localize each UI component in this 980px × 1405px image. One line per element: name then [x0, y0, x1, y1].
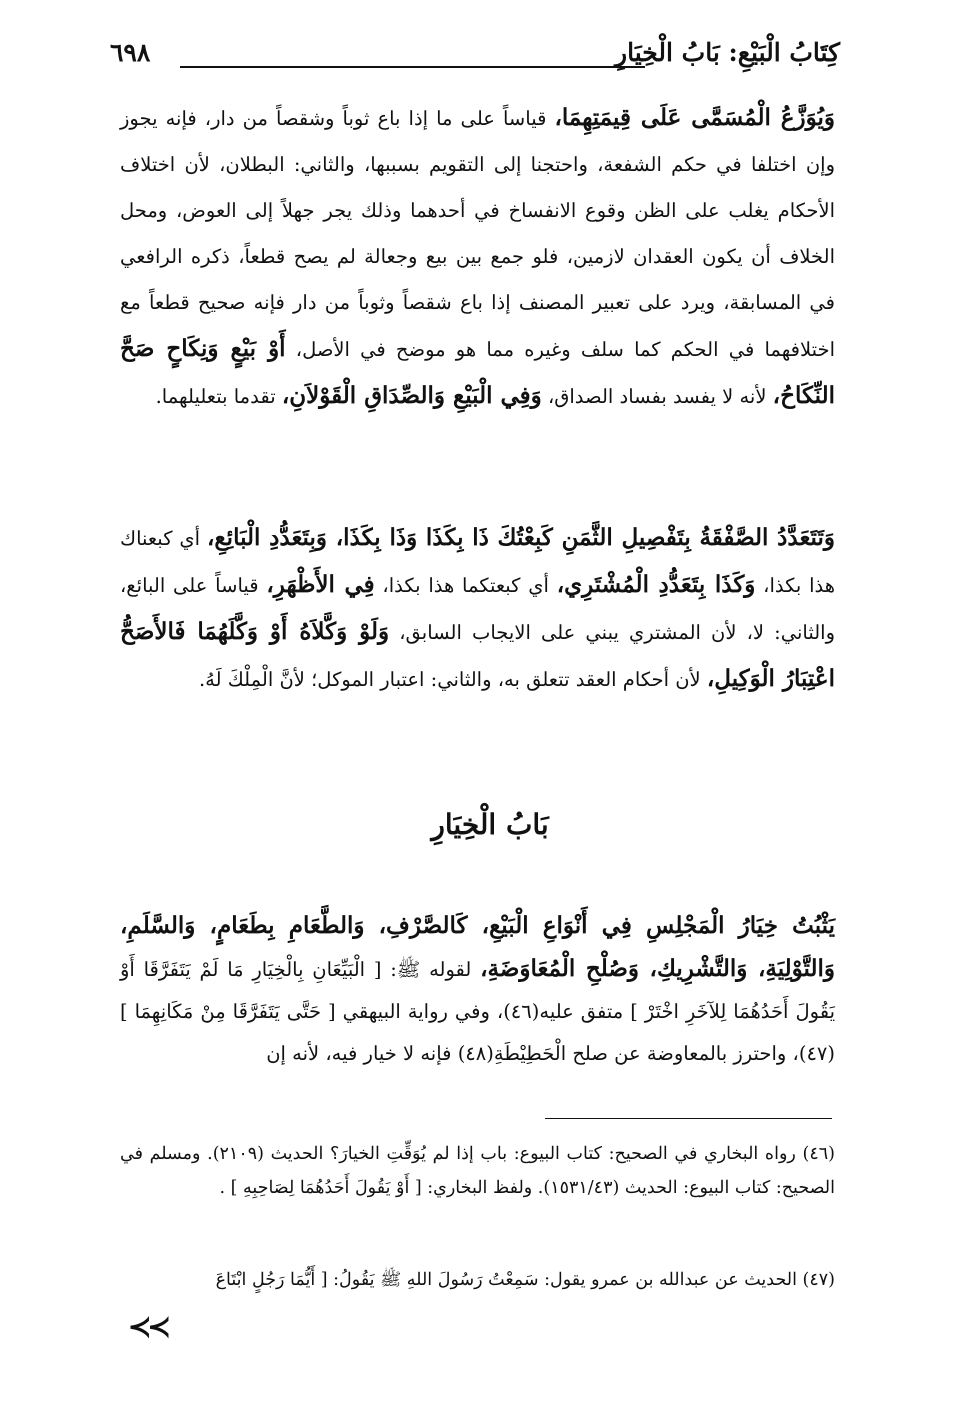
matn-text: وَيُوَزَّعُ الْمُسَمَّى عَلَى قِيمَتِهِمَا،	[554, 104, 835, 131]
footnote-46: (٤٦) رواه البخاري في الصحيح: كتاب البيوع: باب إذا لم يُوَقِّتِ الخيارَ؟ الحديث (٢١٠٩). ومسلم في الصحيح: كتاب البيوع: الحديث (١٥٣١/٤٣). ولفظ البخاري: [ أَوْ يَقُولَ أَحَدُهُمَا لِصَاحِبِهِ ] .	[120, 1144, 835, 1198]
chapter-heading: بَابُ الْخِيَارِ	[431, 808, 549, 841]
footnote-47: (٤٧) الحديث عن عبدالله بن عمرو يقول: سَمِعْتُ رَسُولَ اللهِ ﷺ يَقُولُ: [ أَيُّمَا رَجُلٍ ابْتَاعَ	[215, 1270, 835, 1290]
matn-text: وَفِي الْبَيْعِ وَالصِّدَاقِ الْقَوْلاَنِ،	[281, 382, 542, 409]
sharh-text: ، واحترز بالمعاوضة عن صلح الْحَطِيْطَةِ	[493, 1042, 799, 1065]
sharh-text: ، وفي رواية البيهقي [ حَتَّى يَتَفَرَّقَا مِنْ مَكَانِهِمَا ]	[120, 1000, 504, 1023]
continuation-mark: ≺≺	[128, 1310, 167, 1343]
footnote-separator	[545, 1118, 832, 1119]
matn-text: وَكَذَا بِتَعَدُّدِ الْمُشْتَرِي،	[556, 571, 756, 598]
sharh-text: قياساً على البائع، والثاني: لا، لأن المشتري يبني على الايجاب السابق،	[120, 574, 835, 644]
sharh-text: أي كبعناك هذا بكذا،	[120, 527, 836, 597]
paragraph-1	[120, 95, 835, 420]
matn-text: وَتَتَعَدَّدُ الصَّفْقَةُ بِتَفْصِيلِ الثَّمَنِ كَبِعْتُكَ ذَا بِكَذَا وَذَا بِكَذَا، وَبِتَعَدُّدِ الْبَائِعِ،	[207, 524, 835, 551]
page-number: ٦٩٨	[110, 38, 151, 67]
footnote-ref: (٤٦)	[503, 1000, 540, 1023]
matn-text: أَوْ بَيْعٍ وَنِكَاحٍ صَحَّ النِّكَاحُ،	[120, 335, 835, 409]
sharh-text: قياساً على ما إذا باع ثوباً وشقصاً من دار، فإنه يجوز وإن اختلفا في حكم الشفعة، واحتجنا إلى التقويم بسببها، والثاني: البطلان، لأن اختلاف الأحكام يغلب على الظن وقوع الانفساخ في أحدهما وذلك يجر جهلاً إلى العوض، ومحل الخلاف أن يكون العقدان لازمين، فلو جمع بين بيع وجعالة لم يصح قطعاً، ذكره الرافعي في المسابقة، ويرد على تعبير المصنف إذا باع شقصاً وثوباً من دار فإنه صحيح قطعاً مع اختلافهما في الحكم كما سلف وغيره مما هو موضح في الأصل،	[120, 107, 835, 361]
sharh-text: أي كبعتكما هذا بكذا،	[374, 574, 557, 597]
paragraph-2	[120, 515, 835, 703]
running-header	[110, 38, 840, 72]
matn-text: فِي الأَظْهَرِ،	[266, 571, 375, 598]
footnote-ref: (٤٧)	[798, 1042, 835, 1065]
header-title: كِتَابُ الْبَيْعِ: بَابُ الْخِيَارِ	[615, 38, 840, 67]
sharh-text: لأنه لا يفسد بفساد الصداق،	[541, 385, 773, 408]
matn-text: يَثْبُتُ خِيَارُ الْمَجْلِسِ فِي أَنْوَاعِ الْبَيْعِ، كَالصَّرْفِ، وَالطَّعَامِ بِطَعَامٍ، وَالسَّلَمِ، وَالتَّوْلِيَةِ، وَالتَّشْرِيكِ، وَصُلْحِ الْمُعَاوَضَةِ،	[120, 912, 835, 982]
sharh-text: لأن أحكام العقد تتعلق به، والثاني: اعتبار الموكل؛ لأنَّ الْمِلْكَ لَهُ.	[198, 668, 707, 691]
matn-text: وَلَوْ وَكَّلاَهُ أَوْ وَكَّلَهُمَا فَالأَصَحُّ اعْتِبَارُ الْوَكِيلِ،	[120, 618, 835, 692]
sharh-text: تقدما بتعليلهما.	[155, 385, 282, 408]
sharh-text: فإنه لا خيار فيه، لأنه إن	[266, 1042, 458, 1065]
paragraph-3	[120, 905, 835, 1075]
header-rule	[180, 66, 645, 68]
footnote-ref: (٤٨)	[457, 1042, 494, 1065]
sharh-text: لقوله ﷺ: [ الْبَيِّعَانِ بِالْخِيَارِ مَا لَمْ يَتَفَرَّقَا أَوْ يَقُولَ أَحَدُهُمَا لِلآخَرِ اخْتَرْ ] متفق عليه	[120, 958, 835, 1023]
